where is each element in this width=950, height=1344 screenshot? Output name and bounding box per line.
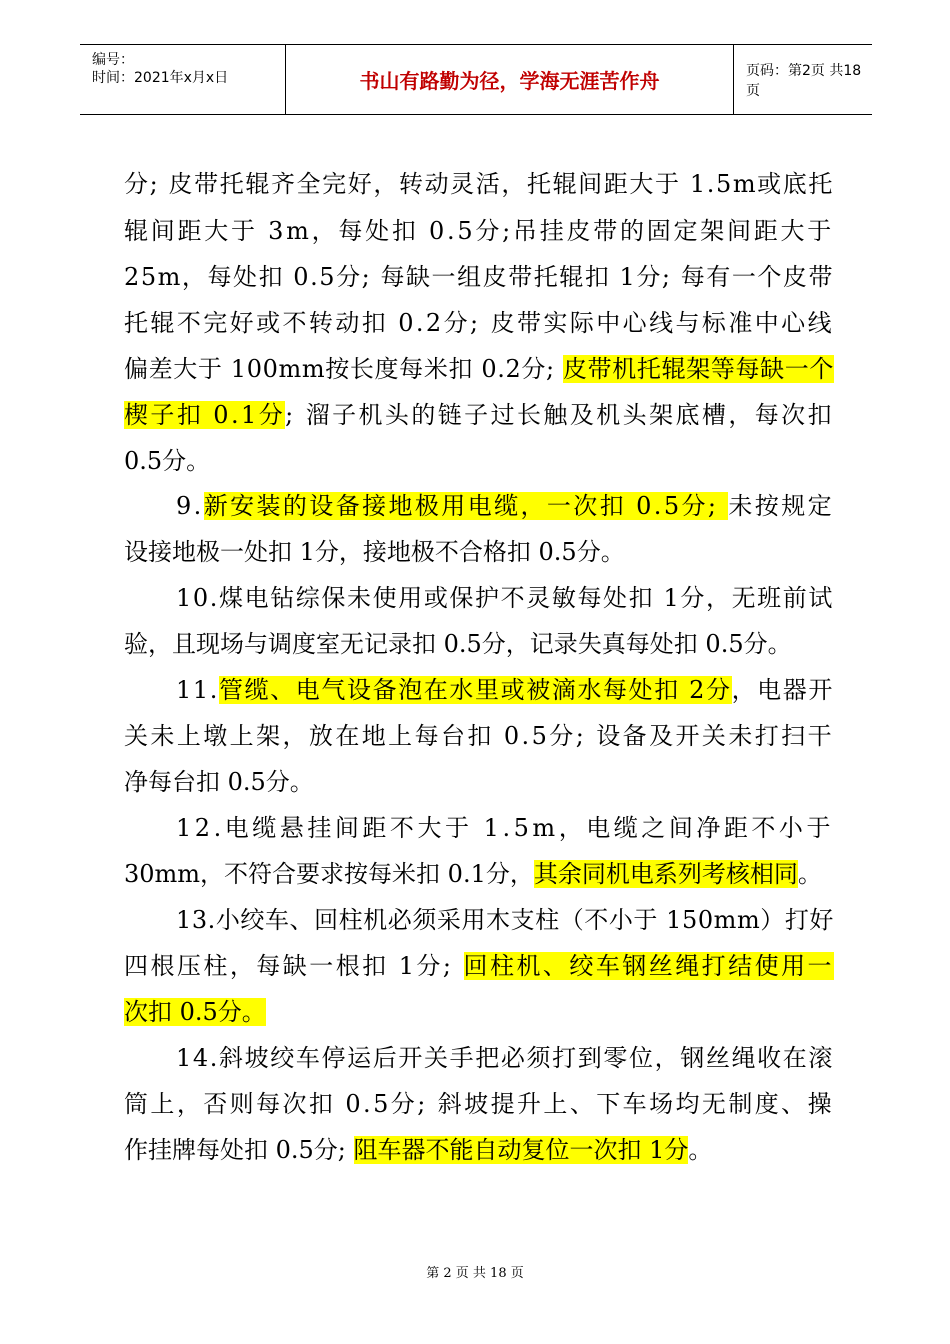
highlighted-text: 楔子扣 0.1分 <box>124 401 286 429</box>
highlighted-text: 回柱机、绞车钢丝绳打结使用一 <box>463 952 834 980</box>
highlighted-text: 阻车器不能自动复位一次扣 1分 <box>353 1136 689 1164</box>
text-line <box>124 262 834 292</box>
text-segment: 辊间距大于 3m，每处扣 0.5分;吊挂皮带的固定架间距大于 <box>124 217 834 245</box>
text-segment: 分; 皮带托辊齐全完好，转动灵活，托辊间距大于 1.5m或底托 <box>124 170 834 198</box>
text-line <box>124 354 834 384</box>
text-segment: 筒上，否则每次扣 0.5分; 斜坡提升上、下车场均无制度、操 <box>124 1090 834 1118</box>
text-line <box>124 491 834 521</box>
header-page-info: 页码：第2页 共18页 <box>746 62 862 99</box>
text-line <box>124 951 834 981</box>
text-line <box>124 216 834 246</box>
text-line <box>124 859 834 889</box>
text-line <box>124 813 834 843</box>
highlighted-text: 其余同机电系列考核相同 <box>533 860 798 888</box>
text-segment: 。 <box>688 1136 713 1164</box>
text-line <box>124 537 834 567</box>
text-segment: 13.小绞车、回柱机必须采用木支柱（不小于 150mm）打好 <box>176 906 834 934</box>
text-line <box>124 997 834 1027</box>
text-segment: 关未上墩上架，放在地上每台扣 0.5分; 设备及开关未打扫干 <box>124 722 834 750</box>
text-segment: 净每台扣 0.5分。 <box>124 768 314 796</box>
doc-number-label: 编号： <box>92 52 134 68</box>
highlighted-text: 次扣 0.5分。 <box>124 998 266 1026</box>
text-segment: 偏差大于 100mm按长度每米扣 0.2分; <box>124 355 564 383</box>
header-meta <box>80 45 286 114</box>
text-segment: ; 溜子机头的链子过长触及机头架底槽，每次扣 <box>285 401 835 429</box>
page-footer: 第 2 页 共 18 页 <box>426 1266 524 1281</box>
text-segment: 作挂牌每处扣 0.5分; <box>124 1136 354 1164</box>
text-segment: 四根压柱，每缺一根扣 1分; <box>124 952 464 980</box>
text-segment: 托辊不完好或不转动扣 0.2分; 皮带实际中心线与标准中心线 <box>124 309 834 337</box>
text-segment: 14.斜坡绞车停运后开关手把必须打到零位，钢丝绳收在滚 <box>176 1044 834 1072</box>
text-segment: 设接地极一处扣 1分，接地极不合格扣 0.5分。 <box>124 538 625 566</box>
text-segment: 30mm，不符合要求按每米扣 0.1分， <box>124 860 534 888</box>
text-segment: 9. <box>176 492 204 520</box>
text-segment: 。 <box>797 860 822 888</box>
text-segment: 25m，每处扣 0.5分; 每缺一组皮带托辊扣 1分; 每有一个皮带 <box>124 263 834 291</box>
text-line <box>124 308 834 338</box>
header-motto: 书山有路勤为径，学海无涯苦作舟 <box>286 45 734 114</box>
highlighted-text: 管缆、电气设备泡在水里或被滴水每处扣 2分 <box>218 676 732 704</box>
text-segment: 11. <box>176 676 219 704</box>
text-line <box>124 1043 834 1073</box>
text-segment: 0.5分。 <box>124 447 211 475</box>
text-segment: 验，且现场与调度室无记录扣 0.5分，记录失真每处扣 0.5分。 <box>124 630 792 658</box>
text-line <box>124 169 834 199</box>
text-line <box>124 721 834 751</box>
text-line <box>124 905 834 935</box>
doc-time-label: 时间：2021年x月x日 <box>92 70 229 86</box>
text-line <box>124 583 834 613</box>
text-line <box>124 400 834 430</box>
text-segment: 12.电缆悬挂间距不大于 1.5m，电缆之间净距不小于 <box>176 814 834 842</box>
text-line <box>124 675 834 705</box>
text-segment: 10.煤电钻综保未使用或保护不灵敏每处扣 1分，无班前试 <box>176 584 834 612</box>
text-line <box>124 1089 834 1119</box>
text-line <box>124 629 834 659</box>
page-header <box>80 44 872 115</box>
text-line <box>124 446 834 476</box>
text-line <box>124 1135 834 1165</box>
highlighted-text: 皮带机托辊架等每缺一个 <box>563 355 834 383</box>
highlighted-text: 新安装的设备接地极用电缆，一次扣 0.5分; <box>203 492 729 520</box>
text-segment: 未按规定 <box>728 492 835 520</box>
text-line <box>124 767 834 797</box>
text-segment: ，电器开 <box>731 676 834 704</box>
